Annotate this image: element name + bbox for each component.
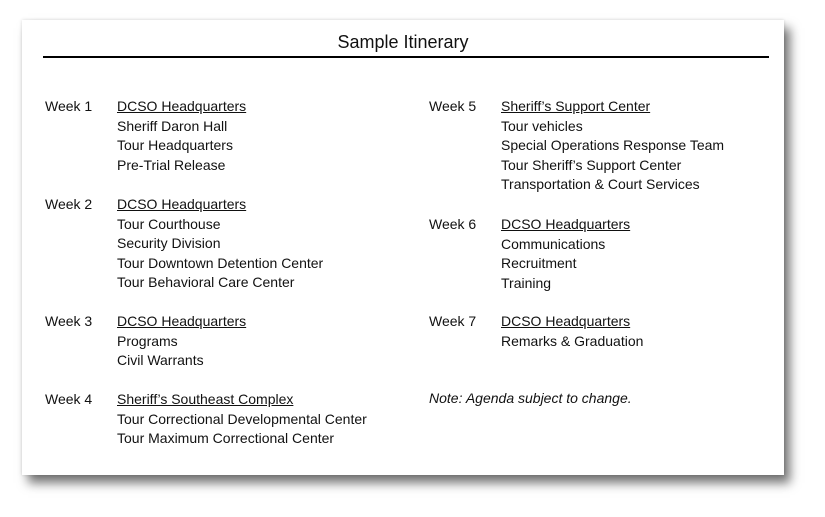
week-label: Week 4: [45, 391, 93, 407]
week-location: Sheriff’s Southeast Complex: [117, 391, 294, 407]
week-location: Sheriff’s Support Center: [501, 98, 651, 114]
itinerary-card: [22, 20, 784, 475]
week-label: Week 7: [429, 313, 477, 329]
title-divider: [43, 56, 769, 58]
week-location: DCSO Headquarters: [501, 216, 631, 232]
list-item: Tour Courthouse: [117, 215, 221, 232]
list-item: Tour Behavioral Care Center: [117, 274, 295, 290]
list-item: Tour Correctional Developmental Center: [117, 410, 367, 427]
list-item: Remarks & Graduation: [501, 332, 644, 349]
list-item: Special Operations Response Team: [501, 137, 725, 153]
week-location: DCSO Headquarters: [117, 313, 247, 329]
agenda-note: Note: Agenda subject to change.: [429, 390, 632, 406]
week-label: Week 6: [429, 216, 477, 232]
list-item: Tour Sheriff’s Support Center: [501, 156, 682, 173]
week-location: DCSO Headquarters: [501, 313, 631, 329]
list-item: Tour Headquarters: [117, 137, 233, 153]
list-item: Sheriff Daron Hall: [117, 117, 228, 134]
week-label: Week 2: [45, 196, 93, 212]
list-item: Training: [501, 274, 552, 291]
list-item: Pre-Trial Release: [117, 156, 226, 173]
list-item: Programs: [117, 332, 178, 349]
week-label: Week 1: [45, 98, 93, 114]
list-item: Security Division: [117, 235, 221, 251]
list-item: Tour Maximum Correctional Center: [117, 430, 335, 446]
list-item: Communications: [501, 235, 606, 252]
list-item: Tour Downtown Detention Center: [117, 254, 324, 271]
week-label: Week 5: [429, 98, 477, 114]
list-item: Recruitment: [501, 255, 577, 271]
list-item: Transportation & Court Services: [501, 176, 700, 192]
week-location: DCSO Headquarters: [117, 196, 247, 212]
week-location: DCSO Headquarters: [117, 98, 247, 114]
list-item: Tour vehicles: [501, 117, 583, 134]
list-item: Civil Warrants: [117, 352, 204, 368]
page-title: Sample Itinerary: [337, 32, 469, 52]
week-label: Week 3: [45, 313, 93, 329]
